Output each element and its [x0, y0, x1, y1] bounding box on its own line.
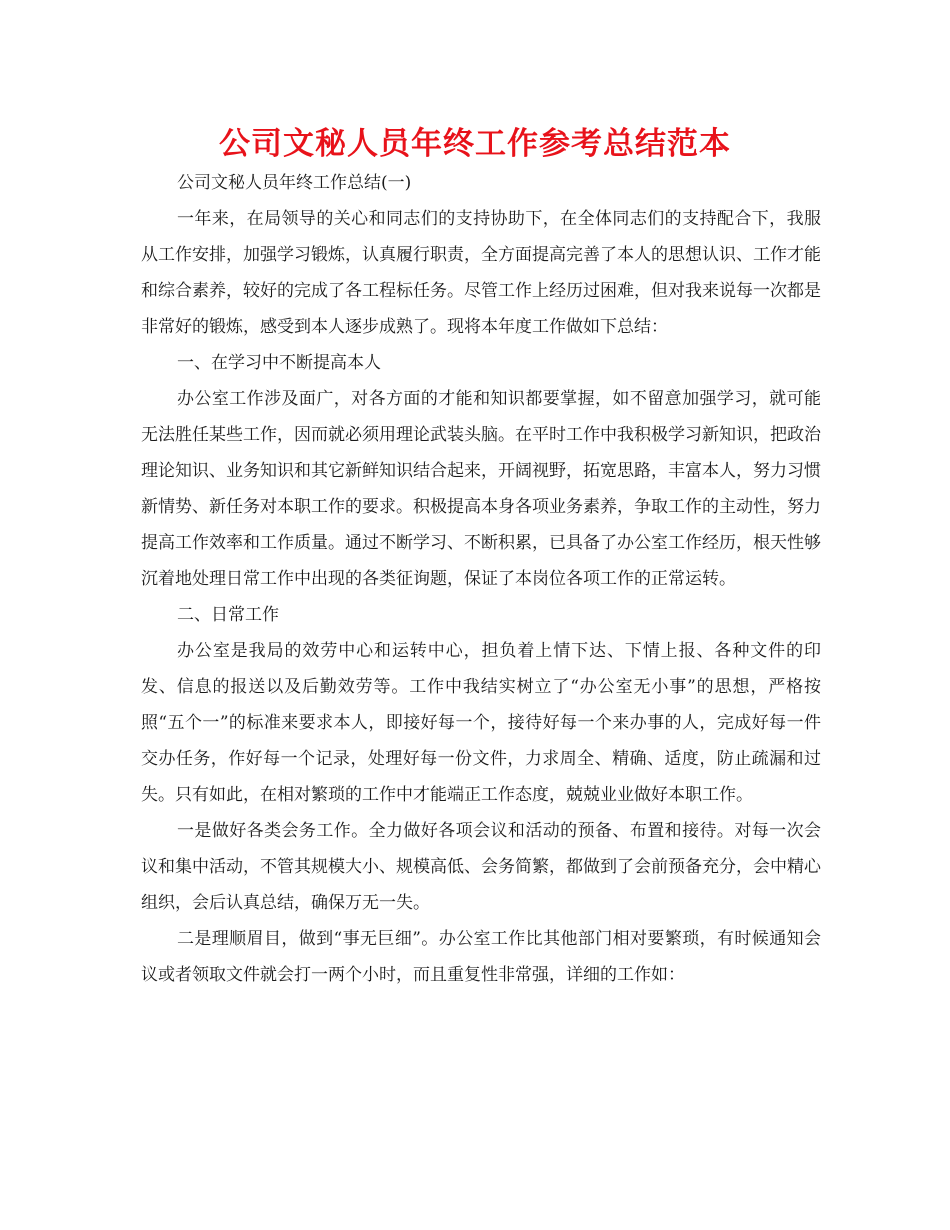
paragraph-meetings: 一是做好各类会务工作。全力做好各项会议和活动的预备、布置和接待。对每一次会议和集中活动，不管其规模大小、规模高低、会务简繁，都做到了会前预备充分，会中精心组织，会后认真总结，确保万无一失。 — [141, 821, 821, 913]
document-title: 公司文秘人员年终工作参考总结范本 — [219, 126, 731, 162]
paragraph-details: 二是理顺眉目，做到“事无巨细”。办公室工作比其他部门相对要繁琐，有时候通知会议或者领取文件就会打一两个小时，而且重复性非常强，详细的工作如： — [141, 929, 821, 985]
section-heading-daily-work: 二、日常工作 — [177, 605, 279, 625]
section-heading-study: 一、在学习中不断提高本人 — [177, 353, 381, 373]
paragraph-study: 办公室工作涉及面广，对各方面的才能和知识都要掌握，如不留意加强学习，就可能无法胜任某些工作，因而就必须用理论武装头脑。在平时工作中我积极学习新知识，把政治理论知识、业务知识和其它新鲜知识结合起来，开阔视野，拓宽思路，丰富本人，努力习惯新情势、新任务对本职工作的要求。积极提高本身各项业务素养，争取工作的主动性，努力提高工作效率和工作质量。通过不断学习、不断积累，已具备了办公室工作经历，根天性够沉着地处理日常工作中出现的各类征询题，保证了本岗位各项工作的正常运转。 — [141, 389, 821, 589]
paragraph-daily-work: 办公室是我局的效劳中心和运转中心，担负着上情下达、下情上报、各种文件的印发、信息的报送以及后勤效劳等。工作中我结实树立了“办公室无小事”的思想，严格按照“五个一”的标准来要求本人，即接好每一个，接待好每一个来办事的人，完成好每一件交办任务，作好每一个记录，处理好每一份文件，力求周全、精确、适度，防止疏漏和过失。只有如此，在相对繁琐的工作中才能端正工作态度，兢兢业业做好本职工作。 — [141, 641, 821, 805]
section-subtitle: 公司文秘人员年终工作总结(一) — [177, 173, 412, 193]
document-body — [141, 165, 821, 993]
paragraph-intro: 一年来，在局领导的关心和同志们的支持协助下，在全体同志们的支持配合下，我服从工作安排，加强学习锻炼，认真履行职责，全方面提高完善了本人的思想认识、工作才能和综合素养，较好的完成了各工程标任务。尽管工作上经历过困难，但对我来说每一次都是非常好的锻炼，感受到本人逐步成熟了。现将本年度工作做如下总结： — [141, 209, 821, 337]
